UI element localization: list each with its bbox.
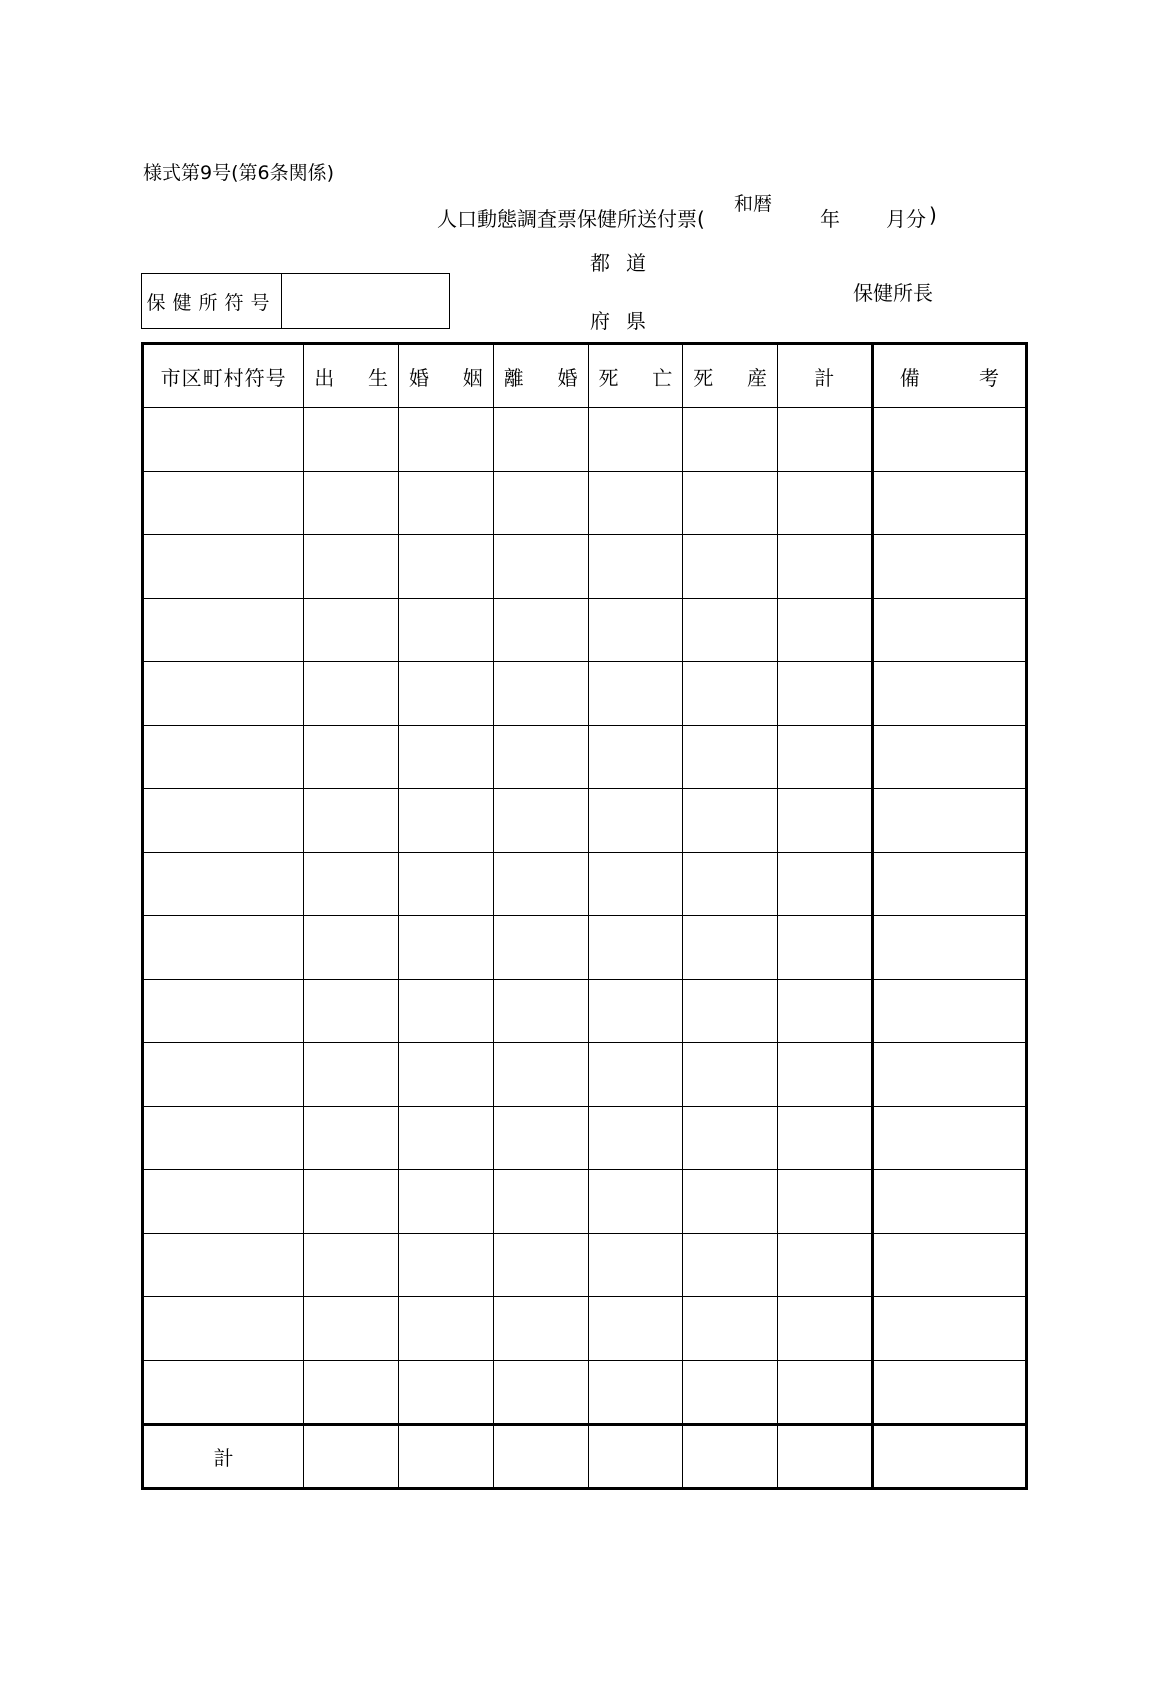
column-header-stillbirth: 死産 xyxy=(683,344,778,408)
table-cell[interactable] xyxy=(304,1170,399,1234)
table-cell[interactable] xyxy=(304,1297,399,1361)
column-header-marriage: 婚姻 xyxy=(399,344,494,408)
table-row xyxy=(143,916,1027,980)
table-cell[interactable] xyxy=(683,725,778,789)
table-cell[interactable] xyxy=(872,1233,1026,1297)
table-cell[interactable] xyxy=(304,852,399,916)
table-cell[interactable] xyxy=(872,789,1026,853)
table-cell[interactable] xyxy=(683,1360,778,1425)
table-cell[interactable] xyxy=(493,598,588,662)
table-cell[interactable] xyxy=(143,1106,304,1170)
table-row xyxy=(143,1043,1027,1107)
table-cell[interactable] xyxy=(778,916,873,980)
health-center-code-field[interactable] xyxy=(282,274,449,328)
table-row xyxy=(143,1360,1027,1425)
table-cell[interactable] xyxy=(683,1233,778,1297)
table-cell[interactable] xyxy=(399,916,494,980)
table-cell[interactable] xyxy=(143,1360,304,1425)
table-cell[interactable] xyxy=(872,725,1026,789)
table-cell[interactable] xyxy=(304,408,399,472)
table-cell[interactable] xyxy=(493,1170,588,1234)
table-cell[interactable] xyxy=(399,408,494,472)
table-cell[interactable] xyxy=(143,471,304,535)
table-cell[interactable] xyxy=(493,471,588,535)
table-cell[interactable] xyxy=(588,725,683,789)
table-cell[interactable] xyxy=(304,662,399,726)
table-cell[interactable] xyxy=(143,1170,304,1234)
table-cell[interactable] xyxy=(493,789,588,853)
table-cell[interactable] xyxy=(872,1297,1026,1361)
table-cell[interactable] xyxy=(588,662,683,726)
table-cell[interactable] xyxy=(588,471,683,535)
table-cell[interactable] xyxy=(493,662,588,726)
table-cell[interactable] xyxy=(399,598,494,662)
prefecture-label-top: 都道 xyxy=(590,251,662,275)
table-cell[interactable] xyxy=(399,725,494,789)
table-cell[interactable] xyxy=(588,979,683,1043)
table-cell[interactable] xyxy=(872,916,1026,980)
table-cell[interactable] xyxy=(588,916,683,980)
table-cell[interactable] xyxy=(872,852,1026,916)
table-cell[interactable] xyxy=(683,1297,778,1361)
table-cell[interactable] xyxy=(399,979,494,1043)
table-cell[interactable] xyxy=(683,852,778,916)
table-cell[interactable] xyxy=(683,535,778,599)
table-cell[interactable] xyxy=(872,471,1026,535)
table-cell[interactable] xyxy=(588,535,683,599)
total-cell[interactable] xyxy=(493,1425,588,1489)
table-cell[interactable] xyxy=(399,1233,494,1297)
table-cell[interactable] xyxy=(399,1043,494,1107)
table-row xyxy=(143,852,1027,916)
column-header-birth: 出生 xyxy=(304,344,399,408)
table-cell[interactable] xyxy=(778,725,873,789)
table-cell[interactable] xyxy=(399,1360,494,1425)
title-close-paren: ) xyxy=(929,203,937,227)
table-row xyxy=(143,1170,1027,1234)
table-cell[interactable] xyxy=(493,979,588,1043)
table-cell[interactable] xyxy=(143,1043,304,1107)
total-cell[interactable] xyxy=(778,1425,873,1489)
table-cell[interactable] xyxy=(304,471,399,535)
table-cell[interactable] xyxy=(778,471,873,535)
table-cell[interactable] xyxy=(778,789,873,853)
table-row xyxy=(143,535,1027,599)
total-row-label: 計 xyxy=(143,1425,304,1489)
table-cell[interactable] xyxy=(399,852,494,916)
table-cell[interactable] xyxy=(588,1297,683,1361)
table-row xyxy=(143,1297,1027,1361)
table-cell[interactable] xyxy=(399,662,494,726)
total-cell[interactable] xyxy=(588,1425,683,1489)
table-cell[interactable] xyxy=(588,1106,683,1170)
table-cell[interactable] xyxy=(778,1043,873,1107)
table-cell[interactable] xyxy=(304,1233,399,1297)
table-cell[interactable] xyxy=(304,725,399,789)
table-cell[interactable] xyxy=(778,1233,873,1297)
table-cell[interactable] xyxy=(872,535,1026,599)
table-header-row xyxy=(143,344,1027,408)
table-row xyxy=(143,789,1027,853)
table-cell[interactable] xyxy=(588,852,683,916)
health-center-code-box xyxy=(141,273,450,329)
total-cell[interactable] xyxy=(683,1425,778,1489)
table-cell[interactable] xyxy=(304,1043,399,1107)
table-cell[interactable] xyxy=(143,916,304,980)
table-cell[interactable] xyxy=(304,979,399,1043)
table-cell[interactable] xyxy=(493,1233,588,1297)
table-row xyxy=(143,662,1027,726)
table-cell[interactable] xyxy=(143,725,304,789)
table-cell[interactable] xyxy=(683,789,778,853)
column-header-municipality-code: 市区町村符号 xyxy=(143,344,304,408)
table-cell[interactable] xyxy=(872,979,1026,1043)
table-row xyxy=(143,598,1027,662)
table-cell[interactable] xyxy=(588,1360,683,1425)
table-cell[interactable] xyxy=(493,852,588,916)
table-cell[interactable] xyxy=(683,916,778,980)
table-cell[interactable] xyxy=(683,1043,778,1107)
table-cell[interactable] xyxy=(493,1043,588,1107)
table-cell[interactable] xyxy=(399,471,494,535)
table-cell[interactable] xyxy=(143,852,304,916)
table-cell[interactable] xyxy=(872,1043,1026,1107)
table-cell[interactable] xyxy=(143,1297,304,1361)
table-cell[interactable] xyxy=(588,598,683,662)
column-header-divorce: 離婚 xyxy=(493,344,588,408)
table-cell[interactable] xyxy=(872,598,1026,662)
table-cell[interactable] xyxy=(588,789,683,853)
form-number: 様式第9号(第6条関係) xyxy=(143,162,335,184)
table-cell[interactable] xyxy=(683,471,778,535)
table-cell[interactable] xyxy=(778,408,873,472)
table-cell[interactable] xyxy=(588,408,683,472)
table-cell[interactable] xyxy=(778,1170,873,1234)
table-row xyxy=(143,725,1027,789)
table-row xyxy=(143,979,1027,1043)
total-row xyxy=(143,1425,1027,1489)
table-cell[interactable] xyxy=(778,852,873,916)
health-center-code-label: 保健所符号 xyxy=(142,274,282,328)
table-cell[interactable] xyxy=(778,1360,873,1425)
table-row xyxy=(143,471,1027,535)
table-cell[interactable] xyxy=(493,535,588,599)
total-cell[interactable] xyxy=(399,1425,494,1489)
table-cell[interactable] xyxy=(588,1043,683,1107)
table-cell[interactable] xyxy=(872,1360,1026,1425)
table-cell[interactable] xyxy=(399,535,494,599)
table-cell[interactable] xyxy=(872,662,1026,726)
table-cell[interactable] xyxy=(143,598,304,662)
table-cell[interactable] xyxy=(143,979,304,1043)
table-cell[interactable] xyxy=(778,598,873,662)
table-cell[interactable] xyxy=(778,535,873,599)
table-cell[interactable] xyxy=(304,1360,399,1425)
table-cell[interactable] xyxy=(778,1297,873,1361)
table-cell[interactable] xyxy=(493,408,588,472)
table-cell[interactable] xyxy=(778,662,873,726)
table-cell[interactable] xyxy=(872,408,1026,472)
table-body xyxy=(143,408,1027,1489)
table-cell[interactable] xyxy=(143,1233,304,1297)
report-table xyxy=(141,342,1028,1490)
column-header-total: 計 xyxy=(778,344,873,408)
table-cell[interactable] xyxy=(778,979,873,1043)
table-cell[interactable] xyxy=(143,535,304,599)
table-cell[interactable] xyxy=(872,1170,1026,1234)
month-label: 月分 xyxy=(886,207,926,231)
table-cell[interactable] xyxy=(683,598,778,662)
table-cell[interactable] xyxy=(304,916,399,980)
table-cell[interactable] xyxy=(143,408,304,472)
table-cell[interactable] xyxy=(304,1106,399,1170)
table-cell[interactable] xyxy=(683,1170,778,1234)
table-row xyxy=(143,1106,1027,1170)
form-title: 人口動態調査票保健所送付票( xyxy=(437,207,705,231)
table-cell[interactable] xyxy=(493,1106,588,1170)
era-label: 和暦 xyxy=(734,193,773,215)
table-cell[interactable] xyxy=(493,725,588,789)
table-cell[interactable] xyxy=(588,1233,683,1297)
table-row xyxy=(143,1233,1027,1297)
table-cell[interactable] xyxy=(683,662,778,726)
table-cell[interactable] xyxy=(143,662,304,726)
table-cell[interactable] xyxy=(493,916,588,980)
total-cell[interactable] xyxy=(872,1425,1026,1489)
prefecture-label-bottom: 府県 xyxy=(590,309,662,333)
table-cell[interactable] xyxy=(493,1360,588,1425)
table-cell[interactable] xyxy=(304,789,399,853)
column-header-death: 死亡 xyxy=(588,344,683,408)
health-center-chief-label: 保健所長 xyxy=(853,281,933,305)
table-cell[interactable] xyxy=(872,1106,1026,1170)
table-cell[interactable] xyxy=(778,1106,873,1170)
table-cell[interactable] xyxy=(493,1297,588,1361)
column-header-remarks: 備考 xyxy=(872,344,1026,408)
table-row xyxy=(143,408,1027,472)
table-cell[interactable] xyxy=(683,979,778,1043)
table-cell[interactable] xyxy=(683,1106,778,1170)
table-cell[interactable] xyxy=(399,1170,494,1234)
table-cell[interactable] xyxy=(399,789,494,853)
year-label: 年 xyxy=(820,207,840,231)
table-cell[interactable] xyxy=(399,1297,494,1361)
table-cell[interactable] xyxy=(588,1170,683,1234)
table-cell[interactable] xyxy=(304,535,399,599)
table-cell[interactable] xyxy=(399,1106,494,1170)
total-cell[interactable] xyxy=(304,1425,399,1489)
table-cell[interactable] xyxy=(143,789,304,853)
table-cell[interactable] xyxy=(683,408,778,472)
table-cell[interactable] xyxy=(304,598,399,662)
